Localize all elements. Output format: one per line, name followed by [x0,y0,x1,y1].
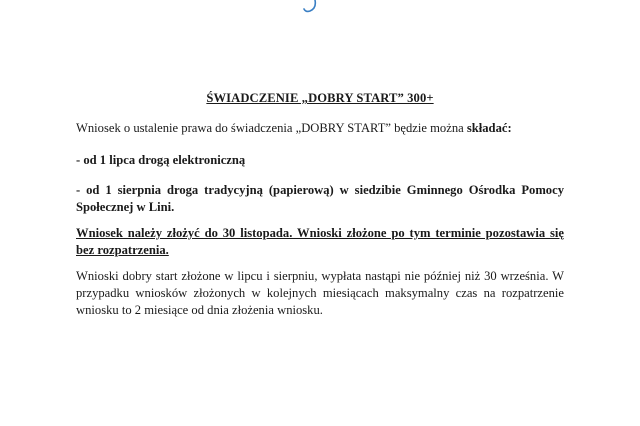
document-title: ŚWIADCZENIE „DOBRY START” 300+ [206,91,434,105]
intro-bold-tail: składać: [466,121,512,135]
list-item-electronic: - od 1 lipca drogą elektroniczną [76,153,246,167]
intro-paragraph [76,120,564,137]
payment-info-paragraph: Wnioski dobry start złożone w lipcu i sierpniu, wypłata nastąpi nie później niż 30 września. W przypadku wniosków złożonych w kolejnych miesiącach maksymalny czas na rozpatrzenie wniosku to 2 miesiące od dnia złożenia wniosku. [76,269,564,317]
logo-fragment-icon [298,0,326,14]
deadline-notice: Wniosek należy złożyć do 30 listopada. Wnioski złożone po tym terminie pozostawia się bez rozpatrzenia. [76,226,564,257]
list-item-traditional: - od 1 sierpnia droga tradycyjną (papierową) w siedzibie Gminnego Ośrodka Pomocy Społecznej w Lini. [76,183,564,214]
intro-text: Wniosek o ustalenie prawa do świadczenia „DOBRY START” będzie można [76,121,467,135]
